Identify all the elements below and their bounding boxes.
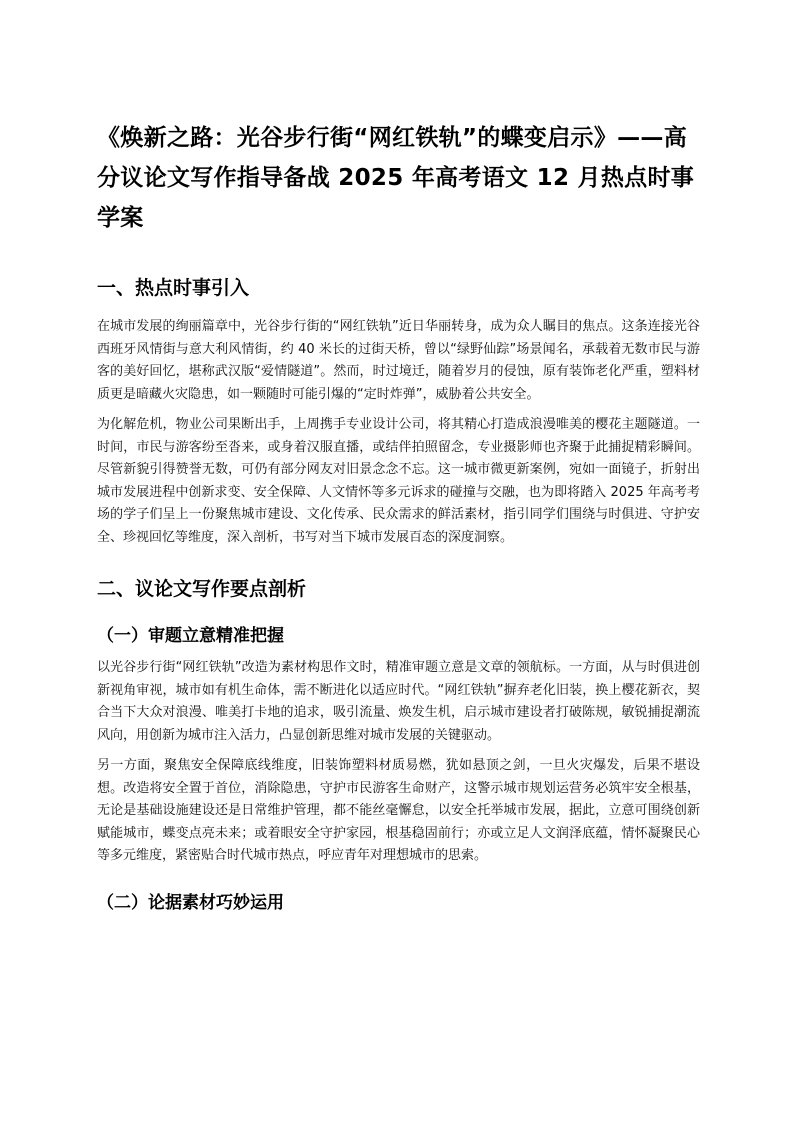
paragraph: 为化解危机，物业公司果断出手，上周携手专业设计公司，将其精心打造成浪漫唯美的樱花主题隧道。一时间，市民与游客纷至沓来，或身着汉服直播，或结伴拍照留念，专业摄影师也齐聚于此捕捉精彩瞬间。尽管新貌引得赞誉无数，可仍有部分网友对旧景念念不忘。这一城市微更新案例，宛如一面镜子，折射出城市发展进程中创新求变、安全保障、人文情怀等多元诉求的碰撞与交融，也为即将踏入 2025 年高考考场的学子们呈上一份聚焦城市建设、文化传承、民众需求的鲜活素材，指引同学们围绕与时俱进、守护安全、珍视回忆等维度，深入剖析，书写对当下城市发展百态的深度洞察。: [97, 417, 700, 545]
subsection-heading-topic-analysis: （一）审题立意精准把握: [97, 626, 284, 646]
document-page: [97, 118, 700, 916]
section-heading-hot-topic: 一、热点时事引入: [97, 277, 250, 299]
paragraph: 以光谷步行街“网红铁轨”改造为素材构思作文时，精准审题立意是文章的领航标。一方面，从与时俱进创新视角审视，城市如有机生命体，需不断进化以适应时代。“网红铁轨”摒弃老化旧装，换上樱花新衣，契合当下大众对浪漫、唯美打卡地的追求，吸引流量、焕发生机，启示城市建设者打破陈规，敏锐捕捉潮流风向，用创新为城市注入活力，凸显创新思维对城市发展的关键驱动。: [97, 660, 700, 743]
paragraph: 在城市发展的绚丽篇章中，光谷步行街的“网红铁轨”近日华丽转身，成为众人瞩目的焦点。这条连接光谷西班牙风情街与意大利风情街，约 40 米长的过街天桥，曾以“绿野仙踪”场景闻名，承载着无数市民与游客的美好回忆，堪称武汉版“爱情隧道”。然而，时过境迁，随着岁月的侵蚀，原有装饰老化严重，塑料材质更是暗藏火灾隐患，如一颗随时可能引爆的“定时炸弹”，威胁着公共安全。: [97, 319, 700, 402]
document-title: 《焕新之路：光谷步行街“网红铁轨”的蝶变启示》——高分议论文写作指导备战 2025 年高考语文 12 月热点时事 学案: [97, 125, 695, 231]
subsection-heading-evidence-usage: （二）论据素材巧妙运用: [97, 892, 284, 913]
paragraph: 另一方面，聚焦安全保障底线维度，旧装饰塑料材质易燃，犹如悬顶之剑，一旦火灾爆发，后果不堪设想。改造将安全置于首位，消除隐患，守护市民游客生命财产，这警示城市规划运营务必筑牢安全根基，无论是基础设施建设还是日常维护管理，都不能丝毫懈怠，以安全托举城市发展，据此，立意可围绕创新赋能城市，蝶变点亮未来；或着眼安全守护家园，根基稳固前行；亦或立足人文润泽底蕴，情怀凝聚民心等多元维度，紧密贴合时代城市热点，呼应青年对理想城市的思索。: [97, 758, 700, 863]
section-heading-writing-points: 二、议论文写作要点剖析: [97, 578, 307, 600]
